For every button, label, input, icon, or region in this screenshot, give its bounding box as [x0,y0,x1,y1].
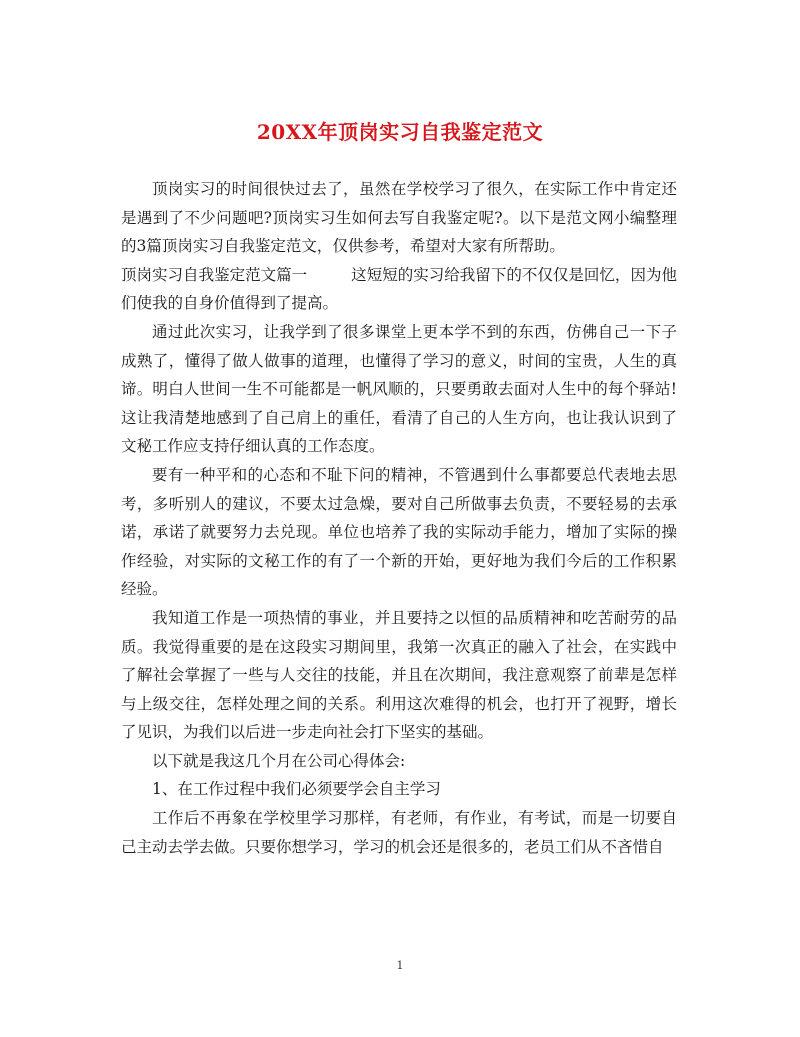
body-paragraph-3: 我知道工作是一项热情的事业，并且要持之以恒的品质精神和吃苦耐劳的品质。我觉得重要的是在这段实习期间里，我第一次真正的融入了社会，在实践中了解社会掌握了一些与人交往的技能，并且在次期间，我注意观察了前辈是怎样与上级交往，怎样处理之间的关系。利用这次难得的机会，也打开了视野，增长了见识，为我们以后进一步走向社会打下坚实的基础。 [121,608,677,742]
page-number: 1 [396,959,404,972]
numbered-heading-1: 1、在工作过程中我们必须要学会自主学习 [152,780,441,799]
document-title: 20XX年顶岗实习自我鉴定范文 [256,120,544,144]
body-paragraph-1: 通过此次实习，让我学到了很多课堂上更本学不到的东西，仿佛自己一下子成熟了，懂得了做人做事的道理，也懂得了学习的意义，时间的宝贵，人生的真谛。明白人世间一生不可能都是一帆风顺的，只要勇敢去面对人生中的每个驿站!这让我清楚地感到了自己肩上的重任，看清了自己的人生方向，也让我认识到了文秘工作应支持仔细认真的工作态度。 [121,322,677,456]
body-paragraph-5: 工作后不再象在学校里学习那样，有老师，有作业，有考试，而是一切要自己主动去学去做。只要你想学习，学习的机会还是很多的，老员工们从不吝惜自 [121,809,677,856]
section-text: 这短短的实习给我留下的不仅仅是回忆，因为他们使我的自身价值得到了提高。 [121,265,677,313]
body-paragraph-2: 要有一种平和的心态和不耻下问的精神，不管遇到什么事都要总代表地去思考，多听别人的建议，不要太过急燥，要对自己所做事去负责，不要轻易的去承诺，承诺了就要努力去兑现。单位也培养了我的实际动手能力，增加了实际的操作经验，对实际的文秘工作的有了一个新的开始，更好地为我们今后的工作积累经验。 [121,465,677,599]
body-paragraph-4: 以下就是我这几个月在公司心得体会: [152,751,406,770]
section-paragraph [121,261,677,318]
document-body [121,175,677,861]
intro-paragraph: 顶岗实习的时间很快过去了，虽然在学校学习了很久，在实际工作中肯定还是遇到了不少问题吧?顶岗实习生如何去写自我鉴定呢?。以下是范文网小编整理的3篇顶岗实习自我鉴定范文，仅供参考，希望对大家有所帮助。 [121,180,677,256]
section-heading: 顶岗实习自我鉴定范文篇一 [121,265,308,284]
